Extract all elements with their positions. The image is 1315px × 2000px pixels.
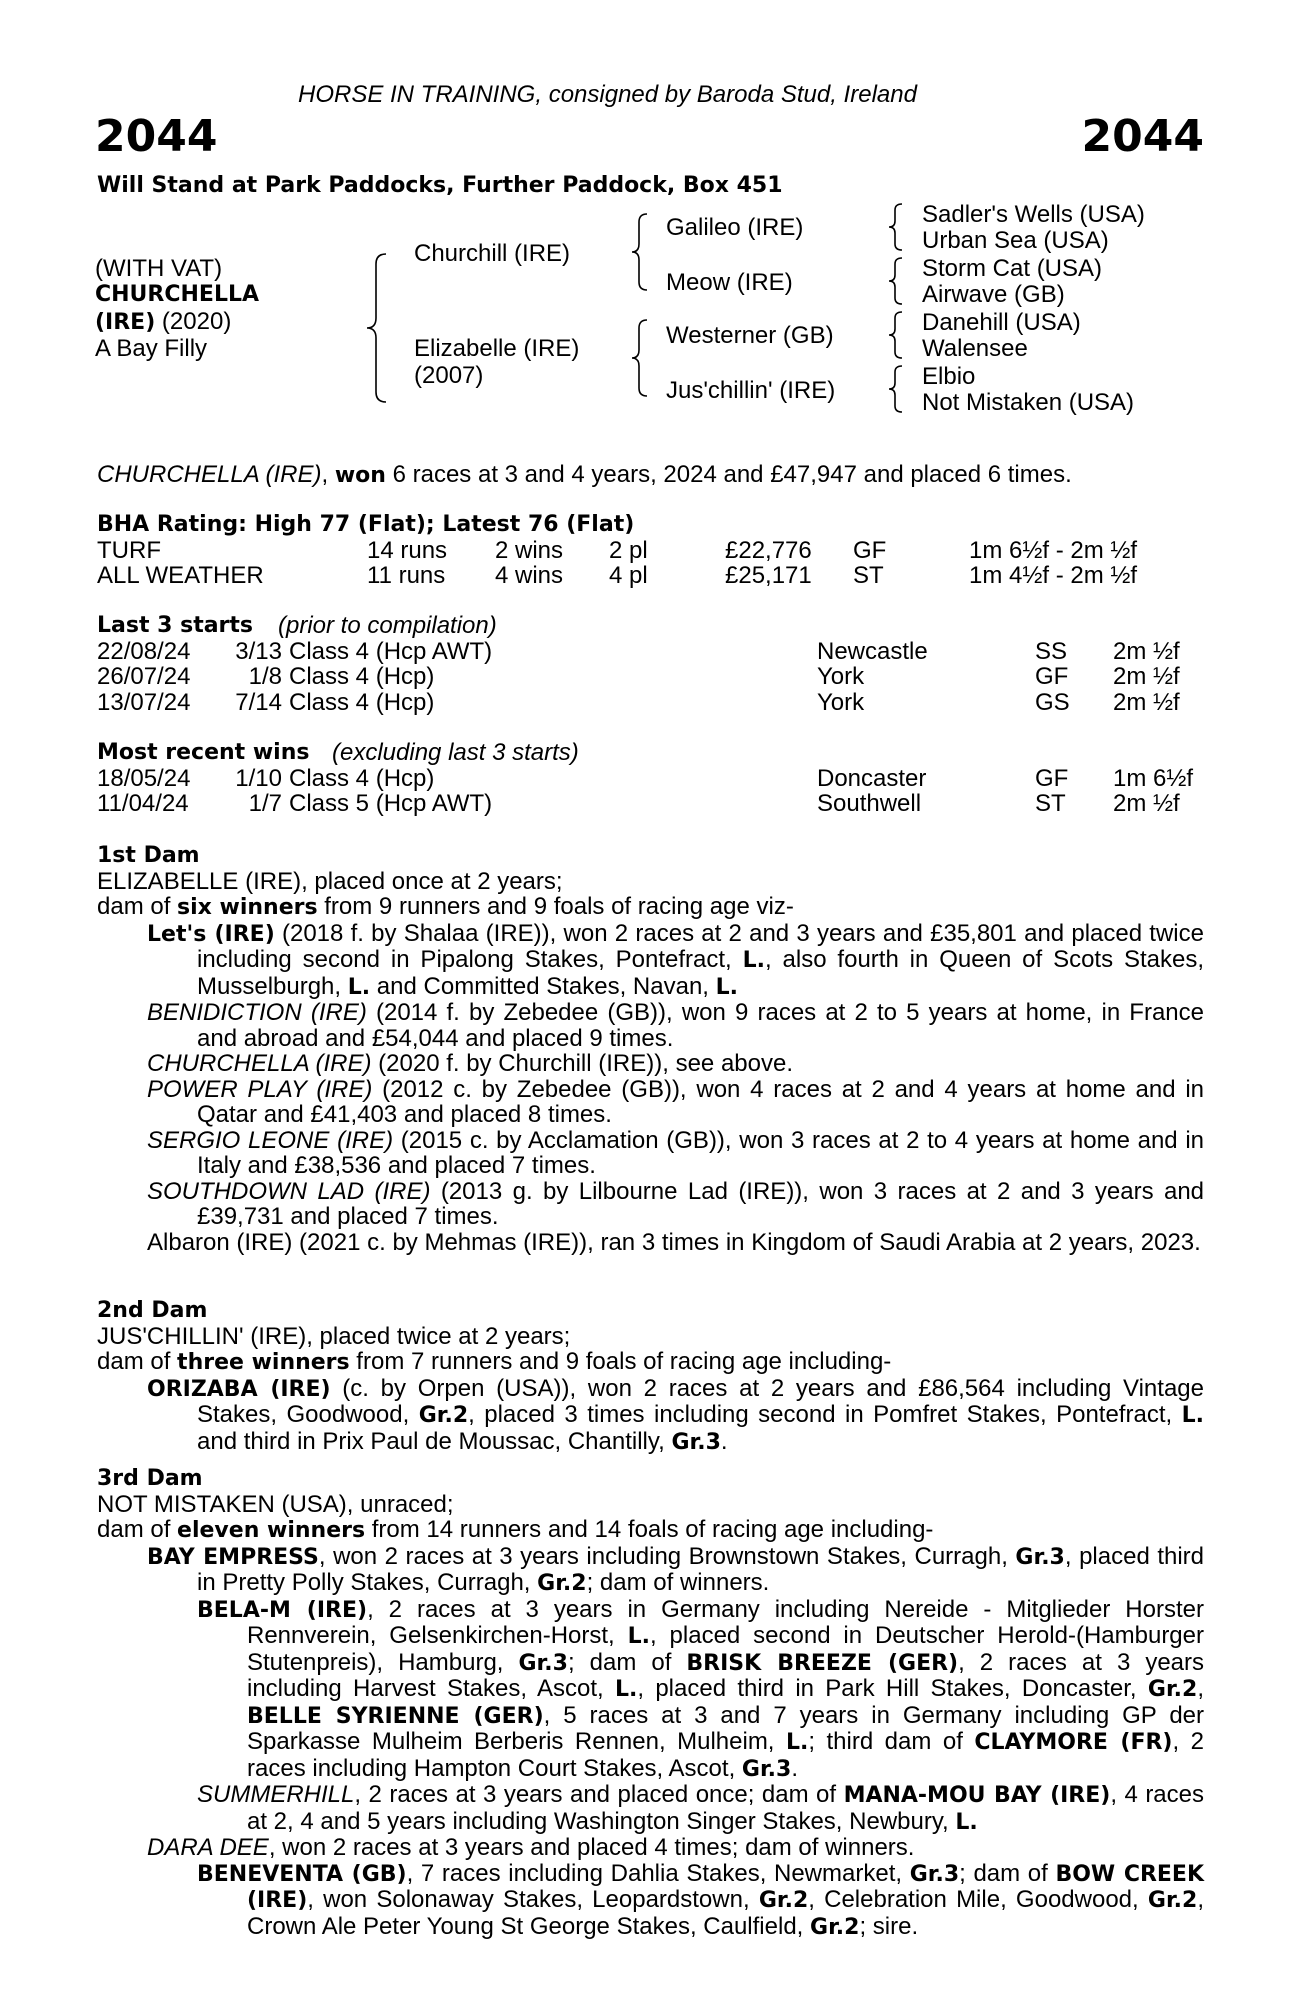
win-class: Class 4 (Hcp) <box>289 764 435 792</box>
produce-name: POWER PLAY (IRE) <box>147 1075 373 1103</box>
listed-mark: L. <box>347 974 371 1000</box>
last-starts-note: (prior to compilation) <box>278 612 497 639</box>
sire-dam: Meow (IRE) <box>666 269 793 296</box>
produce-name: DARA DEE <box>147 1834 269 1861</box>
first-dam-section <box>97 843 1204 1255</box>
dam-year: (2007) <box>414 362 484 389</box>
text: . <box>720 1427 728 1455</box>
dam-dam: Jus'chillin' (IRE) <box>666 377 836 404</box>
winners-count: eleven winners <box>177 1518 366 1543</box>
produce-name: SERGIO LEONE (IRE) <box>147 1126 394 1154</box>
produce-name: Let's (IRE) <box>147 921 275 947</box>
text: , Celebration Mile, Goodwood, <box>808 1886 1148 1913</box>
text: , 2 races including Hampton Court Stakes, Ascot, <box>247 1728 1204 1782</box>
second-dam-section <box>97 1298 1204 1455</box>
start-going: SS <box>1035 637 1068 665</box>
win-row <box>97 766 1204 792</box>
produce-name: BAY EMPRESS <box>147 1544 319 1570</box>
dss: Danehill (USA) <box>922 309 1081 336</box>
text: , won Solonaway Stakes, Leopardstown, <box>307 1886 759 1913</box>
win-distance: 1m 6½f <box>1113 764 1194 792</box>
text: , <box>1197 1675 1204 1702</box>
rating-surface: TURF <box>97 536 161 564</box>
win-date: 18/05/24 <box>97 764 191 792</box>
start-row <box>97 664 1204 690</box>
start-distance: 2m ½f <box>1113 663 1180 690</box>
text: ; dam of winners. <box>586 1569 770 1596</box>
summary-won: won <box>334 463 386 488</box>
text: (2014 f. by Zebedee (GB)), won 9 races at 2 to 5 years at home, in France and abroad and £54,044 and placed 9 times. <box>197 999 1205 1052</box>
start-date: 22/08/24 <box>97 637 191 665</box>
produce-name: MANA-MOU BAY (IRE) <box>843 1783 1111 1808</box>
text: , 2 races at 3 years and placed once; dam of <box>354 1781 844 1808</box>
sdd: Airwave (GB) <box>922 281 1065 308</box>
listed-mark: L. <box>742 948 765 973</box>
group-mark: Gr.3 <box>741 1756 792 1782</box>
win-course: Doncaster <box>817 764 927 792</box>
start-date: 26/07/24 <box>97 663 191 690</box>
text: from 7 runners and 9 foals of racing age including- <box>349 1348 892 1375</box>
dam-sire: Westerner (GB) <box>666 322 834 349</box>
stand-location: Will Stand at Park Paddocks, Further Paddock, Box 451 <box>97 173 783 198</box>
rating-title: BHA Rating: High 77 (Flat); Latest 76 (Flat) <box>97 512 635 537</box>
text: dam of <box>97 893 178 920</box>
group-mark: Gr.2 <box>418 1403 469 1428</box>
rating-wins: 4 wins <box>495 562 564 589</box>
produce-entry <box>147 1376 1204 1456</box>
summary-name: CHURCHELLA (IRE) <box>97 461 322 488</box>
text: , 2 races at 3 years in Germany including Nereide - Mitglieder Horster Rennverein, Gelsenkirchen-Horst, <box>247 1595 1204 1649</box>
start-course: York <box>817 663 865 690</box>
rating-prize: £25,171 <box>725 562 812 589</box>
recent-wins-note: (excluding last 3 starts) <box>332 739 579 766</box>
catalogue-subtitle: HORSE IN TRAINING, consigned by Baroda Stud, Ireland <box>298 81 917 108</box>
text: . <box>791 1754 799 1782</box>
rating-distance: 1m 4½f - 2m ½f <box>969 562 1138 589</box>
text: , also fourth in Queen of Scots Stakes, Musselburgh, <box>197 946 1205 1000</box>
text: , 2 races at 3 years including Harvest Stakes, Ascot, <box>247 1648 1204 1702</box>
lot-number-right: 2044 <box>1081 111 1204 162</box>
text: , placed 3 times including second in Pomfret Stakes, Pontefract, <box>468 1401 1182 1428</box>
produce-entry <box>147 1128 1204 1179</box>
text: ; dam of <box>959 1859 1056 1887</box>
text: (2013 g. by Lilbourne Lad (IRE)), won 3 races at 2 and 3 years and £39,731 and placed 7 times. <box>197 1177 1205 1230</box>
start-row <box>97 690 1204 716</box>
rating-places: 4 pl <box>609 562 648 589</box>
produce-entry <box>197 1861 1204 1941</box>
text: , placed third in Park Hill Stakes, Doncaster, <box>637 1675 1148 1702</box>
produce-entry <box>147 1179 1204 1230</box>
produce-entry <box>147 1230 1204 1256</box>
text: ; sire. <box>859 1912 919 1940</box>
produce-entry <box>147 1544 1204 1597</box>
ssd: Urban Sea (USA) <box>922 227 1109 254</box>
produce-name: BELLE SYRIENNE (GER) <box>247 1703 544 1729</box>
dam: Elizabelle (IRE) <box>414 335 580 362</box>
text: and third in Prix Paul de Moussac, Chantilly, <box>197 1427 672 1455</box>
text: (2015 c. by Acclamation (GB)), won 3 races at 2 to 4 years at home and in Italy and £38,536 and placed 7 times. <box>197 1126 1204 1179</box>
third-dam-section <box>97 1466 1204 1940</box>
summary-sep: , <box>321 461 335 488</box>
text: (c. by Orpen (USA)), won 2 races at 2 years and £86,564 including Vintage Stakes, Goodwood, <box>197 1374 1204 1428</box>
text: , placed third in Pretty Polly Stakes, Curragh, <box>197 1542 1205 1596</box>
last-starts-heading: Last 3 starts <box>97 613 254 638</box>
start-class: Class 4 (Hcp) <box>289 663 435 690</box>
produce-name: CHURCHELLA (IRE) <box>147 1050 372 1077</box>
text: , 7 races including Dahlia Stakes, Newmarket, <box>406 1859 910 1887</box>
lot-number-left: 2044 <box>95 111 218 162</box>
dsd: Walensee <box>922 335 1028 362</box>
last-starts-title <box>97 613 1204 639</box>
start-course: York <box>817 688 865 716</box>
rating-going: GF <box>853 536 887 564</box>
produce-name: ORIZABA (IRE) <box>147 1376 331 1402</box>
listed-mark: L. <box>715 974 739 1000</box>
group-mark: Gr.2 <box>1147 1677 1198 1702</box>
start-row <box>97 639 1204 665</box>
produce-entry <box>147 1835 1204 1861</box>
start-going: GS <box>1035 688 1070 716</box>
group-mark: Gr.2 <box>758 1888 809 1913</box>
produce-entry <box>147 1051 1204 1077</box>
start-distance: 2m ½f <box>1113 637 1180 665</box>
third-dam-line: NOT MISTAKEN (USA), unraced; <box>97 1490 454 1518</box>
sire-sire: Galileo (IRE) <box>666 214 804 241</box>
win-class: Class 5 (Hcp AWT) <box>289 790 493 817</box>
text: (2012 c. by Zebedee (GB)), won 4 races at 2 and 4 years at home and in Qatar and £41,403 and placed 8 times. <box>197 1075 1204 1128</box>
rating-places: 2 pl <box>609 536 648 564</box>
horse-origin-year <box>95 309 231 336</box>
start-going: GF <box>1035 663 1069 690</box>
winners-count: six winners <box>177 895 318 920</box>
text: ; third dam of <box>808 1728 975 1755</box>
horse-year: (2020) <box>155 308 232 335</box>
second-dam-produce-line <box>97 1349 1204 1376</box>
rating-row <box>97 538 1204 564</box>
recent-wins-title <box>97 740 1204 766</box>
text: , won 2 races at 3 years and placed 4 times; dam of winners. <box>268 1834 915 1861</box>
text: , placed second in Deutscher Herold-(Hamburger Stutenpreis), Hamburg, <box>247 1622 1204 1676</box>
produce-entry <box>147 921 1204 1001</box>
group-mark: Gr.3 <box>518 1650 568 1676</box>
first-dam-line: ELIZABELLE (IRE), placed once at 2 years; <box>97 867 563 895</box>
start-course: Newcastle <box>817 637 928 665</box>
win-position: 1/10 <box>235 764 282 792</box>
win-going: ST <box>1035 790 1066 817</box>
produce-name: CLAYMORE (FR) <box>974 1730 1173 1755</box>
winners-count: three winners <box>177 1350 350 1375</box>
start-date: 13/07/24 <box>97 688 191 716</box>
vat-note: (WITH VAT) <box>95 255 223 282</box>
sds: Storm Cat (USA) <box>922 255 1103 282</box>
produce-name: BRISK BREEZE (GER) <box>686 1650 959 1676</box>
produce-name: SOUTHDOWN LAD (IRE) <box>147 1177 431 1205</box>
text: , 4 races at 2, 4 and 5 years including Washington Singer Stakes, Newbury, <box>247 1781 1205 1835</box>
produce-name: BOW CREEK (IRE) <box>247 1861 1205 1913</box>
text: (2020 f. by Churchill (IRE)), see above. <box>371 1050 793 1077</box>
rating-runs: 14 runs <box>367 536 448 564</box>
text: and Committed Stakes, Navan, <box>370 972 716 1000</box>
third-dam-produce-line <box>97 1517 1204 1544</box>
sire: Churchill (IRE) <box>414 240 571 267</box>
rating-runs: 11 runs <box>367 562 446 589</box>
pedigree-brace-g2 <box>887 256 905 306</box>
rating-row <box>97 563 1204 589</box>
pedigree-brace-g3 <box>887 310 905 360</box>
produce-entry <box>147 1077 1204 1128</box>
produce-entry <box>197 1782 1204 1835</box>
win-position: 1/7 <box>248 790 282 817</box>
listed-mark: L. <box>614 1677 638 1702</box>
text: , Crown Ale Peter Young St George Stakes, Caulfield, <box>247 1886 1204 1940</box>
start-class: Class 4 (Hcp AWT) <box>289 637 493 665</box>
third-dam-title: 3rd Dam <box>97 1466 203 1491</box>
text: dam of <box>97 1348 178 1375</box>
rating-distance: 1m 6½f - 2m ½f <box>969 536 1138 564</box>
rating-section <box>97 512 1204 589</box>
win-row <box>97 791 1204 817</box>
recent-wins-heading: Most recent wins <box>97 740 310 765</box>
dds: Elbio <box>922 363 976 390</box>
produce-name: BELA-M (IRE) <box>197 1597 368 1623</box>
text: dam of <box>97 1516 178 1543</box>
text: (2018 f. by Shalaa (IRE)), won 2 races at 2 and 3 years and £35,801 and placed twice including second in Pipalong Stakes, Pontefract, <box>197 919 1204 973</box>
group-mark: Gr.2 <box>1147 1888 1198 1913</box>
start-position: 7/14 <box>235 688 282 716</box>
second-dam-line: JUS'CHILLIN' (IRE), placed twice at 2 years; <box>97 1322 571 1350</box>
listed-mark: L. <box>785 1730 809 1755</box>
text: from 9 runners and 9 foals of racing age viz- <box>317 893 794 920</box>
produce-entry <box>147 1000 1204 1051</box>
text: , 5 races at 3 and 7 years in Germany including GP der Sparkasse Mulheim Berberis Rennen, Mulheim, <box>247 1701 1205 1755</box>
produce-name: SUMMERHILL <box>197 1781 355 1808</box>
rating-wins: 2 wins <box>495 536 564 564</box>
text: , won 2 races at 3 years including Brownstown Stakes, Curragh, <box>318 1542 1016 1570</box>
start-distance: 2m ½f <box>1113 688 1180 716</box>
horse-description: A Bay Filly <box>95 335 208 362</box>
pedigree-brace-g1 <box>887 202 905 252</box>
start-position: 1/8 <box>248 663 282 690</box>
rating-going: ST <box>853 562 884 589</box>
summary-rest: 6 races at 3 and 4 years, 2024 and £47,947 and placed 6 times. <box>385 461 1072 488</box>
listed-mark: L. <box>955 1809 978 1835</box>
rating-prize: £22,776 <box>725 536 812 564</box>
win-date: 11/04/24 <box>97 790 189 817</box>
second-dam-title: 2nd Dam <box>97 1298 208 1323</box>
ddd: Not Mistaken (USA) <box>922 389 1135 416</box>
rating-surface: ALL WEATHER <box>97 562 264 589</box>
win-course: Southwell <box>817 790 922 817</box>
group-mark: Gr.2 <box>810 1914 860 1940</box>
sss: Sadler's Wells (USA) <box>922 201 1145 228</box>
text: from 14 runners and 14 foals of racing age including- <box>365 1516 934 1543</box>
text: ; dam of <box>567 1648 687 1676</box>
horse-name: CHURCHELLA <box>95 282 260 307</box>
win-distance: 2m ½f <box>1113 790 1180 817</box>
group-mark: Gr.2 <box>537 1571 587 1596</box>
pedigree-brace-g4 <box>887 364 905 414</box>
last-starts-section <box>97 613 1204 715</box>
pedigree-brace-main <box>364 252 390 404</box>
produce-name: BENEVENTA (GB) <box>197 1861 407 1887</box>
group-mark: Gr.3 <box>1015 1544 1065 1570</box>
listed-mark: L. <box>1181 1403 1204 1428</box>
win-going: GF <box>1035 764 1069 792</box>
horse-origin: (IRE) <box>95 310 156 335</box>
pedigree-brace-dam <box>630 318 650 398</box>
text: Albaron (IRE) (2021 c. by Mehmas (IRE)), ran 3 times in Kingdom of Saudi Arabia at 2 years, 2023. <box>147 1228 1201 1256</box>
group-mark: Gr.3 <box>909 1861 960 1887</box>
produce-name: BENIDICTION (IRE) <box>147 999 367 1026</box>
listed-mark: L. <box>627 1624 650 1649</box>
pedigree-brace-sire <box>630 212 650 292</box>
group-mark: Gr.3 <box>671 1429 721 1455</box>
race-summary <box>97 462 1072 489</box>
recent-wins-section <box>97 740 1204 817</box>
start-class: Class 4 (Hcp) <box>289 688 435 716</box>
start-position: 3/13 <box>235 637 282 665</box>
produce-entry <box>197 1597 1204 1783</box>
first-dam-produce-line <box>97 894 1204 921</box>
first-dam-title: 1st Dam <box>97 843 200 868</box>
